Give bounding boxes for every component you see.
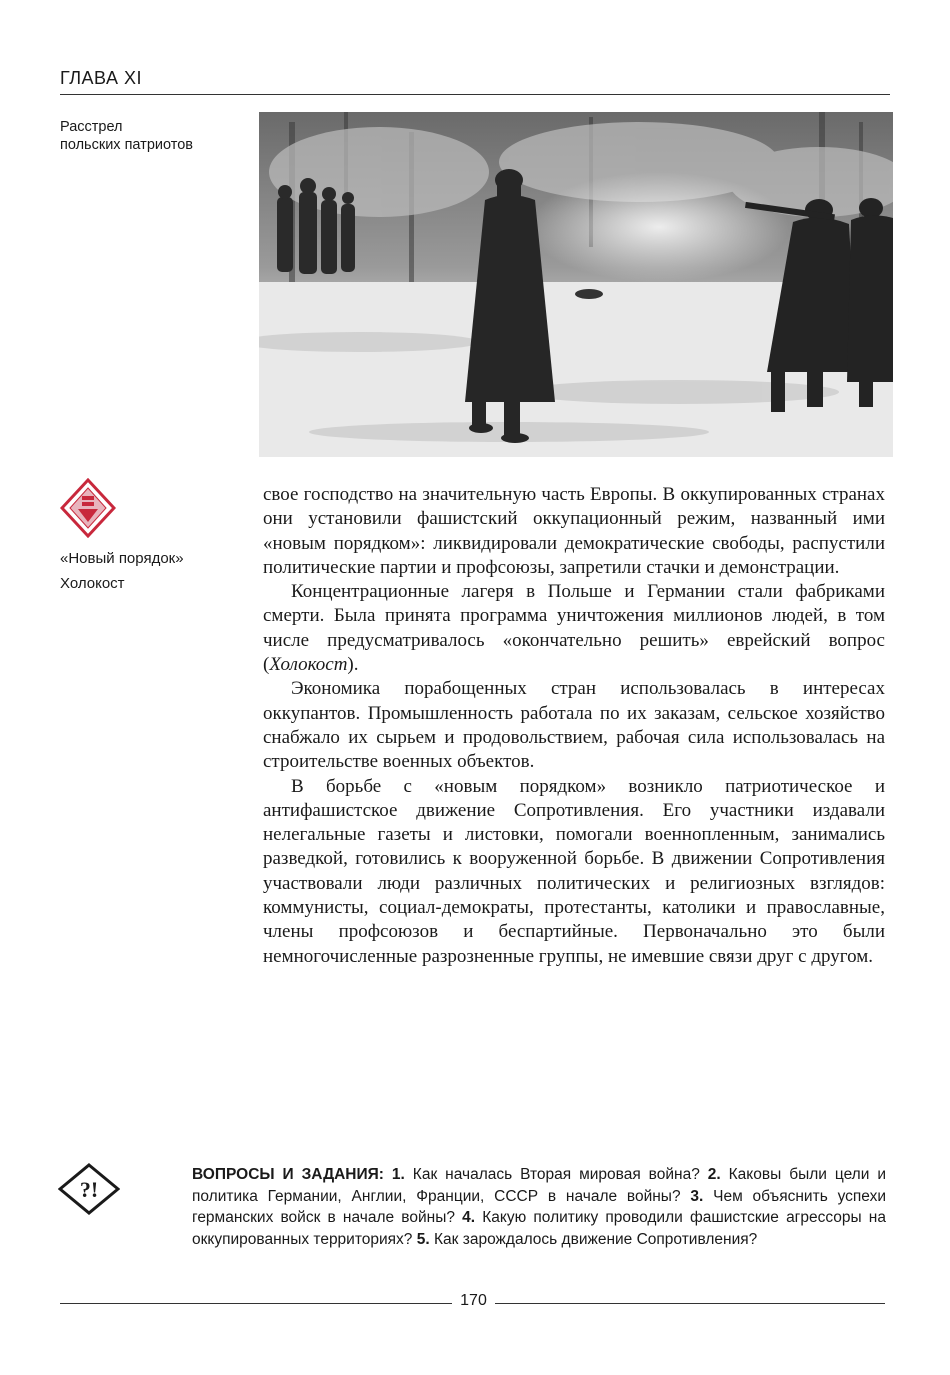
question-1: Как началась Вторая мировая война? bbox=[412, 1166, 700, 1183]
question-2: Каковы были цели и политика Германии, Англии, Франции, СССР в начале войны? bbox=[192, 1166, 886, 1205]
question-5: Как зарождалось движение Сопротивления? bbox=[434, 1230, 758, 1248]
sidebar-keywords bbox=[60, 546, 184, 596]
paragraph-2 bbox=[263, 580, 885, 677]
figure-caption-line-2: польских патриотов bbox=[60, 137, 193, 153]
execution-photo bbox=[259, 112, 893, 457]
question-number-2: 2. bbox=[707, 1166, 721, 1183]
paragraph-1: свое господство на значительную часть Европы. В оккупированных странах они установили фашистский оккупационный режим, названный ими «новым порядком»: ликвидировали демократические свободы, распустили политические партии и профсоюзы, запретили стачки и демонстрации. bbox=[263, 484, 885, 578]
new-order-section-icon bbox=[60, 478, 116, 538]
svg-text:?!: ?! bbox=[79, 1177, 99, 1202]
figure-caption bbox=[60, 118, 240, 154]
header-rule bbox=[60, 94, 890, 95]
paragraph-3: Экономика порабощенных стран использовалась в интересах оккупантов. Промышленность работала по их заказам, сельское хозяйство снабжало их сырьем и продовольствием, рабочая сила использовалась на строительстве военных объектов. bbox=[263, 678, 885, 773]
questions-block bbox=[192, 1164, 886, 1250]
question-number-1: 1. bbox=[391, 1166, 405, 1183]
footer-rule-right bbox=[495, 1303, 885, 1304]
question-number-3: 3. bbox=[690, 1187, 704, 1205]
paragraph-2-text: Концентрационные лагеря в Польше и Германии стали фабриками смерти. Была принята программа уничтожения миллионов людей, в том числе предусматривалось «окончательно решить» еврейский вопрос ( bbox=[263, 581, 885, 676]
paragraph-4: В борьбе с «новым порядком» возникло патриотическое и антифашистское движение Сопротивления. Его участники издавали нелегальные газеты и листовки, помогали военнопленным, занимались разведкой, готовились к вооруженной борьбе. В движении Сопротивления участвовали люди различных политических и религиозных взглядов: коммунисты, социал-демократы, протестанты, католики и православные, члены профсоюзов и беспартийные. Первоначально это были немногочисленные разрозненные группы, не имевшие связи друг с другом. bbox=[263, 775, 885, 967]
question-number-5: 5. bbox=[416, 1230, 430, 1248]
question-3: Чем объяснить успехи германских войск в начале войны? bbox=[192, 1187, 886, 1227]
chapter-header: ГЛАВА XI bbox=[60, 68, 142, 88]
keyword-new-order: «Новый порядок» bbox=[60, 550, 184, 567]
main-text bbox=[263, 483, 885, 969]
footer-rule-left bbox=[60, 1303, 452, 1304]
figure-caption-line-1: Расстрел bbox=[60, 119, 123, 135]
questions-icon bbox=[58, 1163, 120, 1215]
questions-heading: ВОПРОСЫ И ЗАДАНИЯ: bbox=[192, 1166, 384, 1183]
page-number: 170 bbox=[460, 1292, 487, 1309]
question-4: Какую политику проводили фашистские агрессоры на оккупированных территориях? bbox=[192, 1209, 886, 1248]
holocaust-term: Холокост bbox=[269, 654, 348, 676]
question-number-4: 4. bbox=[462, 1209, 476, 1227]
paragraph-2-end: ). bbox=[347, 654, 359, 676]
keyword-holocaust: Холокост bbox=[60, 575, 125, 592]
